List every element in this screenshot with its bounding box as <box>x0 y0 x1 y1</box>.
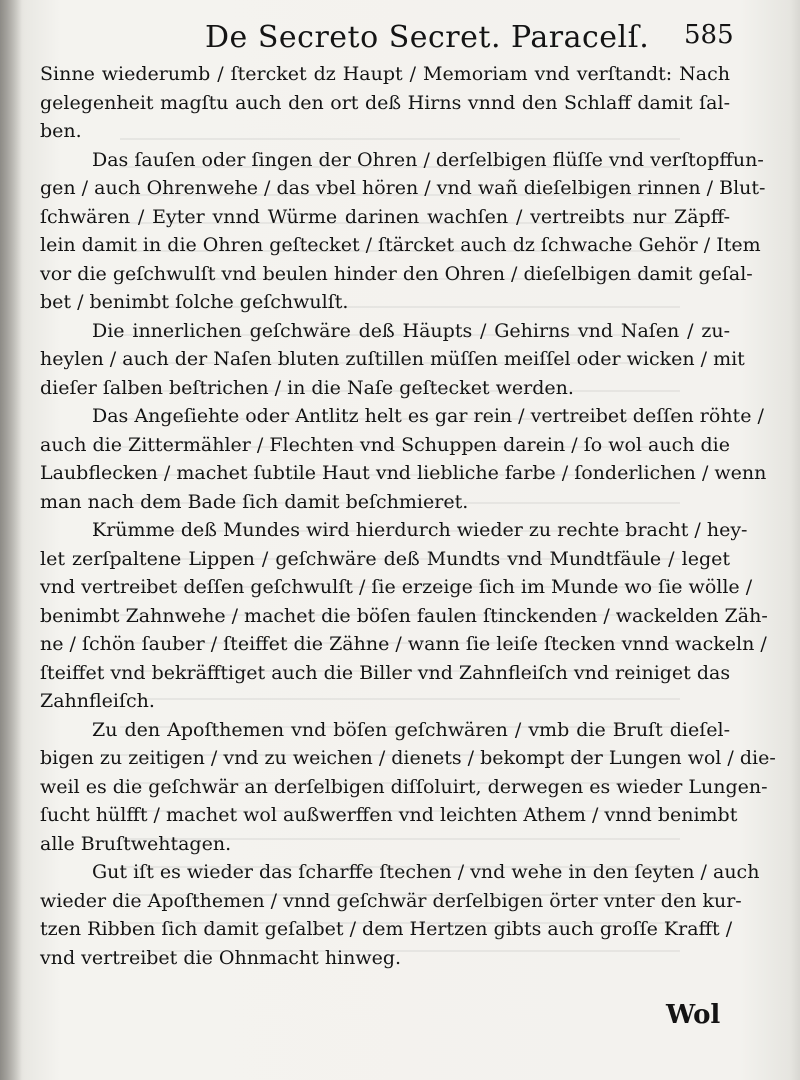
text-line: Das Angeſiehte oder Antlitz helt es gar rein / vertreibet deſſen röhte / <box>92 405 764 427</box>
text-line: heylen / auch der Naſen bluten zuſtillen müſſen meiſſel oder wicken / mit <box>40 348 745 370</box>
text-line: weil es die geſchwär an derſelbigen diſſoluirt, derwegen es wieder Lungen- <box>40 775 768 798</box>
text-line: vnd vertreibet die Ohnmacht hinweg. <box>40 946 402 969</box>
text-line: dieſer ſalben beſtrichen / in die Naſe geſtecket werden. <box>40 376 574 399</box>
text-line: Sinne wiederumb / ſtercket dz Haupt / Memoriam vnd verſtandt: Nach <box>40 63 730 85</box>
text-line: man nach dem Bade ſich damit beſchmieret. <box>40 490 469 513</box>
text-line: Zu den Apoſthemen vnd böſen geſchwären / vmb die Bruſt dieſel- <box>92 718 730 741</box>
text-line: lein damit in die Ohren geſtecket / ſtärcket auch dz ſchwache Gehör / Item <box>40 234 761 256</box>
text-line: bigen zu zeitigen / vnd zu weichen / dienets / bekompt der Lungen wol / die- <box>40 747 776 769</box>
text-line: benimbt Zahnwehe / machet die böſen faulen ſtinckenden / wackelden Zäh- <box>40 604 768 627</box>
text-line: gelegenheit magſtu auch den ort deß Hirns vnnd den Schlaff damit ſal- <box>40 91 730 114</box>
text-line: Das ſauſen oder ſingen der Ohren / derſelbigen flüſſe vnd verſtopffun- <box>92 148 764 171</box>
text-line: Laubflecken / machet ſubtile Haut vnd liebliche farbe / ſonderlichen / wenn <box>40 462 767 484</box>
text-line: auch die Zittermähler / Flechten vnd Schuppen darein / ſo wol auch die <box>40 433 730 456</box>
text-line: bet / benimbt ſolche geſchwulſt. <box>40 291 349 313</box>
text-line: Krümme deß Mundes wird hierdurch wieder zu rechte bracht / hey- <box>92 519 748 541</box>
text-line: ben. <box>40 120 82 142</box>
page-header <box>0 18 800 62</box>
text-line: ſteiffet vnd bekräfftiget auch die Biller vnd Zahnfleiſch vnd reiniget das <box>40 661 731 684</box>
text-line: vnd vertreibet deſſen geſchwulſt / ſie erzeige ſich im Munde wo ſie wölle / <box>40 576 753 598</box>
catchword: Wol <box>666 1000 721 1030</box>
text-line: ſucht hülfft / machet wol außwerffen vnd leichten Athem / vnnd benimbt <box>40 804 738 826</box>
body-text <box>40 60 776 972</box>
text-line: alle Bruſtwehtagen. <box>40 832 232 855</box>
text-line: gen / auch Ohrenwehe / das vbel hören / vnd wañ dieſelbigen rinnen / Blut- <box>40 177 766 199</box>
page-number: 585 <box>684 20 734 50</box>
text-line: Gut iſt es wieder das ſcharffe ſtechen / vnd wehe in den ſeyten / auch <box>92 861 760 883</box>
running-title: De Secreto Secret. Paracelſ. <box>205 20 650 55</box>
text-line: let zerſpaltene Lippen / geſchwäre deß Mundts vnd Mundtfäule / leget <box>40 547 730 570</box>
text-line: Zahnfleiſch. <box>40 690 155 712</box>
text-line: ne / ſchön ſauber / ſteiffet die Zähne / wann ſie leiſe ſtecken vnnd wackeln / <box>40 633 767 655</box>
text-line: tzen Ribben ſich damit geſalbet / dem Hertzen gibts auch groſſe Krafft / <box>40 918 733 940</box>
binding-shadow <box>0 0 22 1080</box>
text-line: vor die geſchwulſt vnd beulen hinder den Ohren / dieſelbigen damit geſal- <box>40 262 753 285</box>
text-line: wieder die Apoſthemen / vnnd geſchwär derſelbigen örter vnter den kur- <box>40 889 742 912</box>
text-line: Die innerlichen geſchwäre deß Häupts / Gehirns vnd Naſen / zu- <box>92 319 730 342</box>
text-line: ſchwären / Eyter vnnd Würme darinen wachſen / vertreibts nur Zäpff- <box>40 205 730 228</box>
